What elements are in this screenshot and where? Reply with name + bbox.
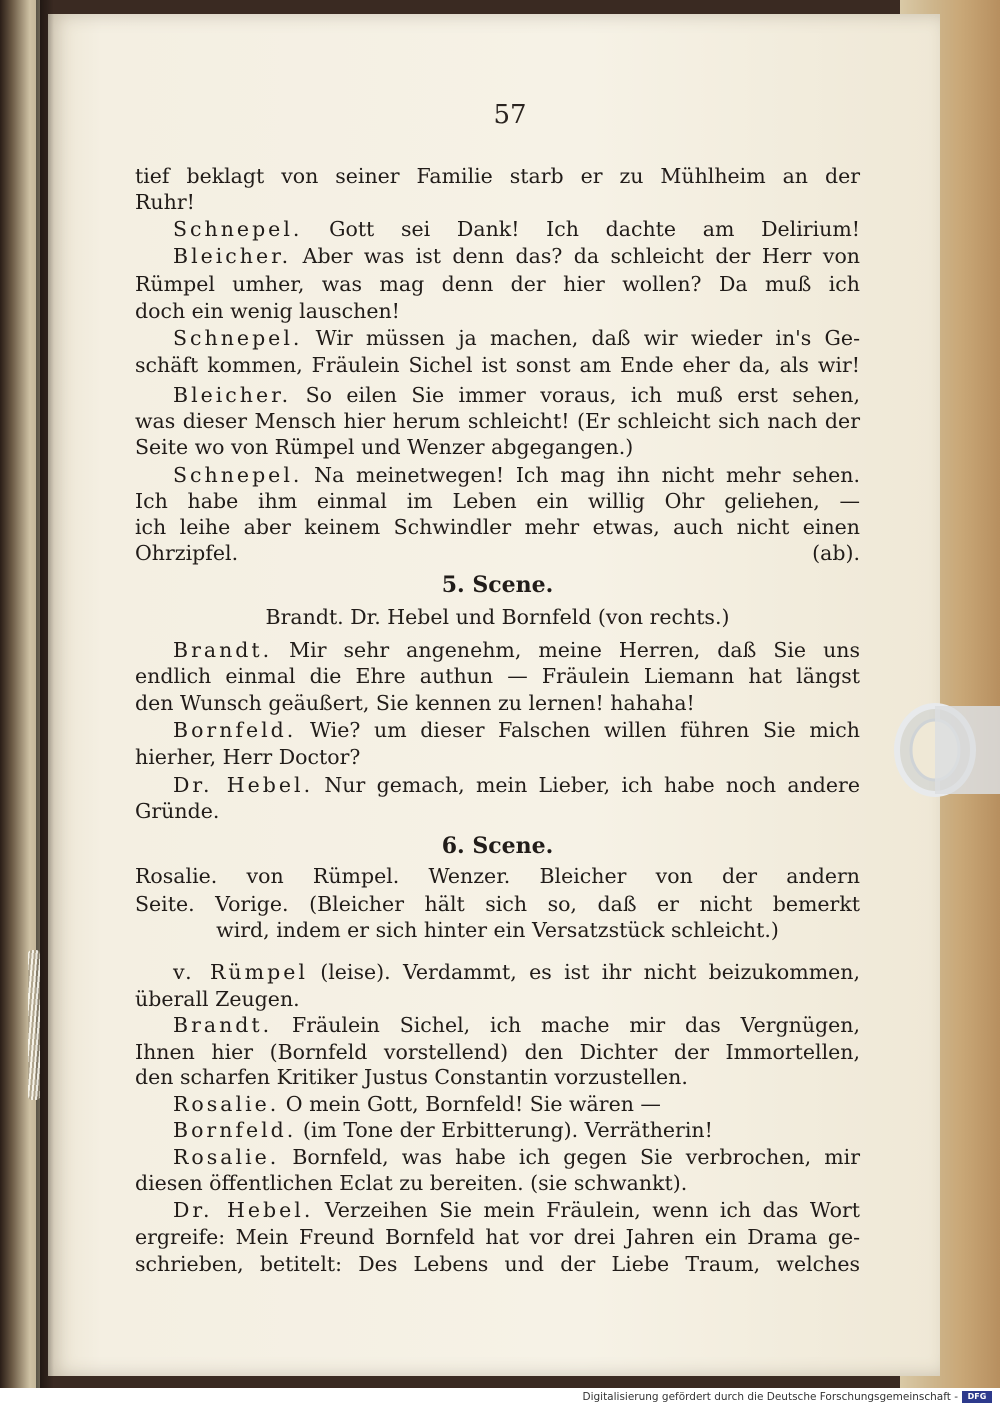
text-line — [135, 743, 860, 771]
text-line — [173, 324, 860, 352]
line-text: ergreife: Mein Freund Bornfeld hat vor drei Jahren ein Drama ge- — [135, 1225, 860, 1249]
line-text: Rümpel umher, was mag denn der hier wollen? Da muß ich — [135, 272, 860, 296]
line-text: Ohrzipfel. (ab). — [135, 541, 860, 565]
speaker-name: Brandt. — [173, 638, 273, 662]
line-text: Seite wo von Rümpel und Wenzer abgegangen.) — [135, 435, 634, 459]
text-line — [135, 407, 860, 435]
line-text: Seite. Vorige. (Bleicher hält sich so, daß er nicht bemerkt — [135, 892, 860, 916]
text-line — [135, 487, 860, 515]
text-line — [173, 716, 860, 744]
line-text: was dieser Mensch hier herum schleicht! (Er schleicht sich nach der — [135, 409, 860, 433]
speaker-name: Schnepel. — [173, 326, 303, 350]
speaker-name: Schnepel. — [173, 463, 303, 487]
text-line — [135, 351, 860, 379]
line-text: tief beklagt von seiner Familie starb er zu Mühlheim an der — [135, 164, 860, 188]
line-text: Aber was ist denn das? da schleicht der Herr von — [291, 244, 860, 268]
line-text: Ruhr! — [135, 190, 195, 214]
book-gutter — [36, 0, 54, 1388]
text-line — [173, 958, 860, 986]
text-line — [173, 1090, 860, 1118]
line-text: doch ein wenig lauschen! — [135, 299, 400, 323]
speaker-name: v. Rümpel — [173, 960, 308, 984]
footer-credit: Digitalisierung gefördert durch die Deutsche Forschungsgemeinschaft - — [582, 1391, 958, 1403]
scene-heading — [135, 571, 860, 599]
page-number: 57 — [493, 100, 527, 130]
line-text: Verzeihen Sie mein Fräulein, wenn ich das Wort — [313, 1198, 860, 1222]
text-line — [135, 689, 860, 717]
speaker-name: Dr. Hebel. — [173, 773, 314, 797]
text-line — [135, 513, 860, 541]
scene-heading-text: 5. Scene. — [441, 572, 554, 598]
text-line — [135, 433, 860, 461]
text-line — [173, 461, 860, 489]
line-text: (leise). Verdammt, es ist ihr nicht beizukommen, — [307, 960, 860, 984]
line-text: Nur gemach, mein Lieber, ich habe noch andere — [313, 773, 860, 797]
scene-heading-text: 6. Scene. — [441, 833, 554, 859]
text-line — [173, 381, 860, 409]
line-text: Rosalie. von Rümpel. Wenzer. Bleicher von der andern — [135, 864, 860, 888]
left-page-edge — [0, 0, 40, 1388]
text-line — [173, 636, 860, 664]
line-text: Mir sehr angenehm, meine Herren, daß Sie uns — [272, 638, 860, 662]
dfg-logo: DFG — [962, 1391, 992, 1403]
speaker-name: Bleicher. — [173, 383, 292, 407]
text-line — [135, 797, 860, 825]
scene-heading — [135, 832, 860, 860]
line-text: wird, indem er sich hinter ein Versatzstück schleicht.) — [216, 918, 779, 942]
line-text: schrieben, betitelt: Des Lebens und der Liebe Traum, welches — [135, 1252, 860, 1276]
paper-clip-icon — [880, 700, 1000, 800]
speaker-name: Brandt. — [173, 1013, 273, 1037]
speaker-name: Bleicher. — [173, 244, 292, 268]
text-line — [135, 539, 860, 567]
text-line — [135, 188, 860, 216]
text-line — [173, 771, 860, 799]
speaker-name: Schnepel. — [173, 217, 303, 241]
text-line — [135, 985, 860, 1013]
text-line — [135, 1250, 860, 1278]
line-text: Na meinetwegen! Ich mag ihn nicht mehr sehen. — [302, 463, 860, 487]
line-text: Wie? um dieser Falschen willen führen Sie mich — [296, 718, 860, 742]
text-line — [173, 242, 860, 270]
line-text: Brandt. Dr. Hebel und Bornfeld (von rechts.) — [265, 605, 730, 629]
text-line — [135, 603, 860, 631]
text-line — [135, 1223, 860, 1251]
text-line — [135, 1063, 860, 1091]
line-text: schäft kommen, Fräulein Sichel ist sonst am Ende eher da, als wir! — [135, 353, 860, 377]
speaker-name: Dr. Hebel. — [173, 1198, 314, 1222]
line-text: Ich habe ihm einmal im Leben ein willig Ohr geliehen, — — [135, 489, 860, 513]
text-line — [173, 1143, 860, 1171]
line-text: diesen öffentlichen Eclat zu bereiten. (sie schwankt). — [135, 1171, 688, 1195]
text-line — [135, 1038, 860, 1066]
speaker-name: Rosalie. — [173, 1145, 280, 1169]
line-text: Gründe. — [135, 799, 220, 823]
line-text: (im Tone der Erbitterung). Verrätherin! — [296, 1118, 713, 1142]
text-line — [173, 1011, 860, 1039]
binding-threads — [28, 950, 40, 1100]
text-line — [173, 1196, 860, 1224]
footer — [0, 1388, 1000, 1406]
line-text: überall Zeugen. — [135, 987, 300, 1011]
text-line — [135, 162, 860, 190]
text-line — [135, 916, 860, 944]
line-text: den Wunsch geäußert, Sie kennen zu lernen! hahaha! — [135, 691, 695, 715]
text-line — [173, 215, 860, 243]
line-text: O mein Gott, Bornfeld! Sie wären — — [279, 1092, 661, 1116]
text-line — [135, 890, 860, 918]
line-text: Gott sei Dank! Ich dachte am Delirium! — [302, 217, 860, 241]
line-text: Bornfeld, was habe ich gegen Sie verbrochen, mir — [279, 1145, 860, 1169]
text-line — [135, 662, 860, 690]
line-text: Ihnen hier (Bornfeld vorstellend) den Dichter der Immortellen, — [135, 1040, 860, 1064]
line-text: ich leihe aber keinem Schwindler mehr etwas, auch nicht einen — [135, 515, 860, 539]
line-text: endlich einmal die Ehre authun — Fräulein Liemann hat längst — [135, 664, 860, 688]
line-text: Wir müssen ja machen, daß wir wieder in's Ge- — [302, 326, 860, 350]
line-text: hierher, Herr Doctor? — [135, 745, 361, 769]
text-line — [135, 270, 860, 298]
text-line — [135, 297, 860, 325]
line-text: So eilen Sie immer voraus, ich muß erst sehen, — [291, 383, 860, 407]
speaker-name: Bornfeld. — [173, 1118, 297, 1142]
text-line — [135, 862, 860, 890]
speaker-name: Bornfeld. — [173, 718, 297, 742]
line-text: Fräulein Sichel, ich mache mir das Vergnügen, — [272, 1013, 860, 1037]
speaker-name: Rosalie. — [173, 1092, 280, 1116]
text-line — [135, 1169, 860, 1197]
text-line — [173, 1116, 860, 1144]
line-text: den scharfen Kritiker Justus Constantin vorzustellen. — [135, 1065, 688, 1089]
